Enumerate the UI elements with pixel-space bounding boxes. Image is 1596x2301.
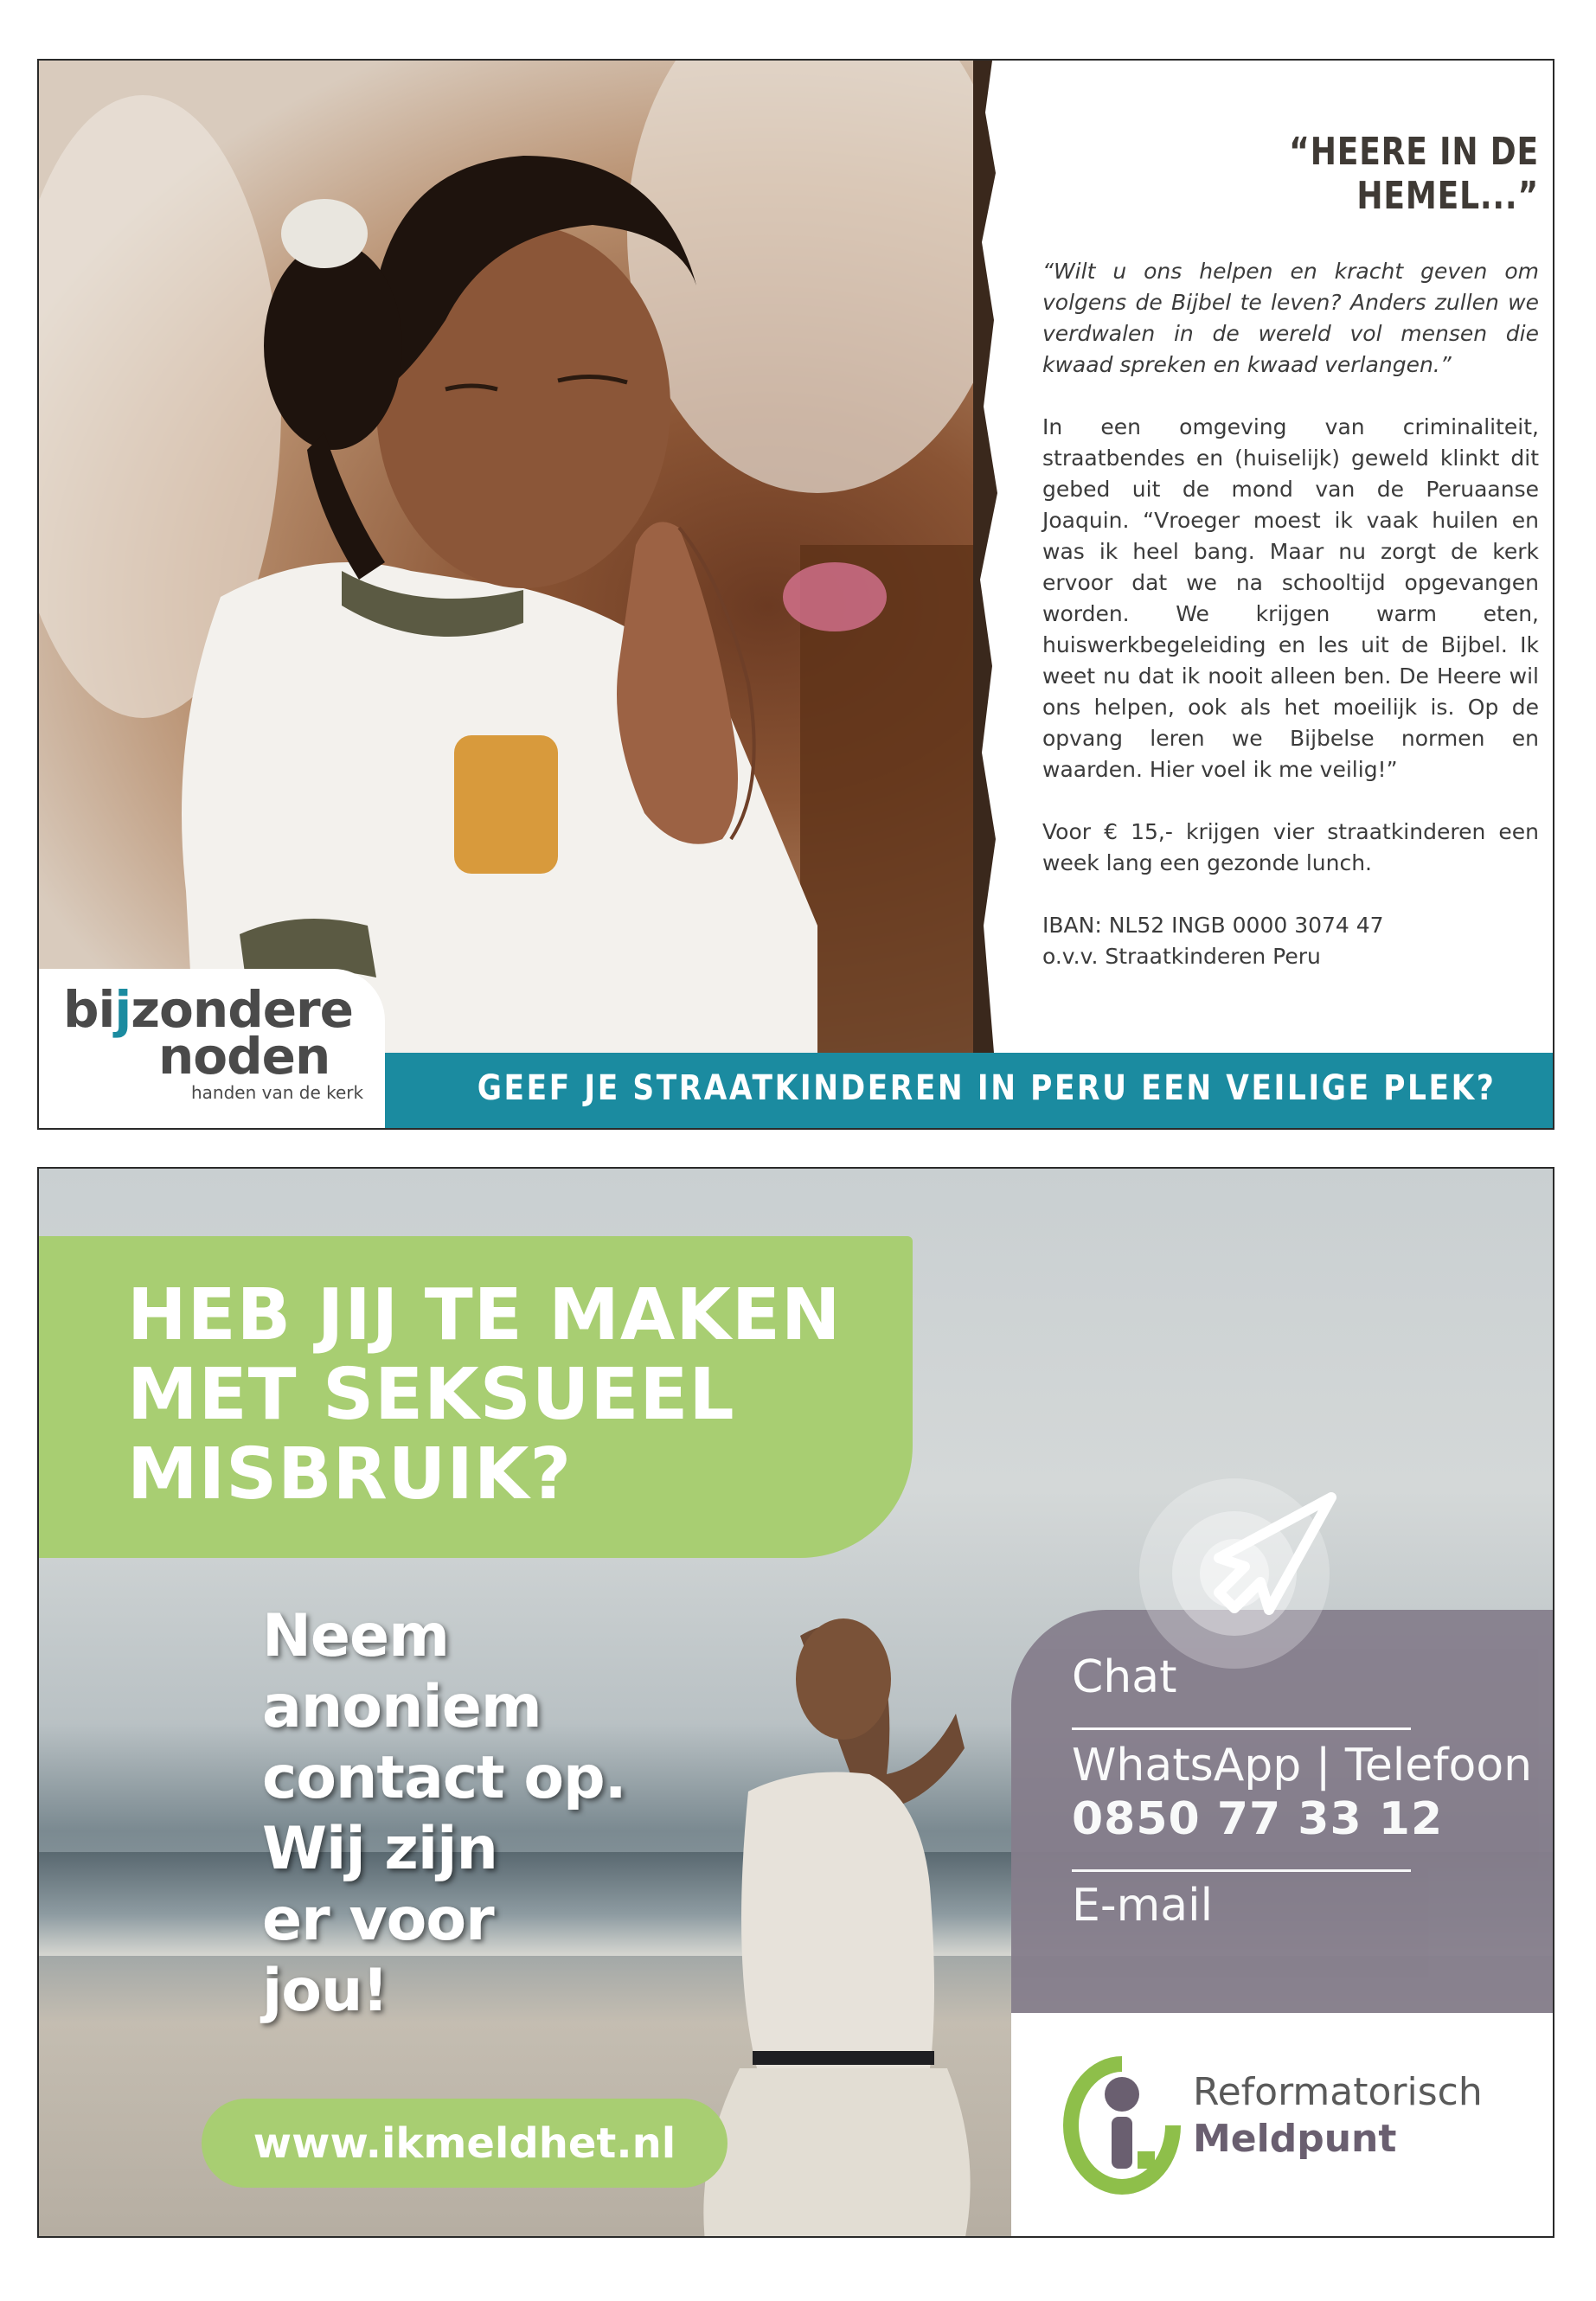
bijzondere-noden-logo <box>39 969 385 1130</box>
ovv-text: o.v.v. Straatkinderen Peru <box>1042 944 1321 969</box>
ad-straatkinderen-peru <box>37 59 1554 1130</box>
logo-line1: bijzondere <box>63 980 353 1039</box>
website-link[interactable] <box>202 2099 727 2188</box>
story-body: In een omgeving van criminaliteit, straatbendes en (huiselijk) geweld klinkt dit gebed uit de mond van de Peruaanse Joaquin. “Vroeger moest ik vaak huilen en was ik heel bang. Maar nu zorgt de kerk ervoor dat we na schooltijd opgevangen worden. We krijgen warm eten, huiswerkbegeleiding en les uit de Bijbel. Ik weet nu dat ik nooit alleen ben. De Heere wil ons helpen, ook als het moeilijk is. Op de opvang leren we Bijbelse normen en waarden. Hier voel ik me veilig!” <box>1042 414 1539 782</box>
story-text-column <box>1042 130 1539 972</box>
cursor-target-icon <box>1139 1444 1399 1669</box>
chat-option: Chat <box>1072 1651 1177 1703</box>
divider <box>1072 1727 1411 1730</box>
prayer-quote: “Wilt u ons helpen en kracht geven om volgens de Bijbel te leven? Anders zullen we verdwalen in de wereld vol mensen die kwaad spreken en kwaad verlangen.” <box>1042 259 1539 377</box>
meldpunt-logo-line1: Reformatorisch <box>1193 2070 1483 2114</box>
praying-girl-illustration <box>39 61 973 1053</box>
divider <box>1072 1869 1411 1872</box>
meldpunt-logo-icon <box>1063 2056 1181 2195</box>
meldpunt-logo-area <box>1011 2013 1554 2238</box>
ad-reformatorisch-meldpunt <box>37 1167 1554 2238</box>
cta-text: GEEF JE STRAATKINDEREN IN PERU EEN VEILIGE PLEK? <box>477 1068 1496 1108</box>
torn-edge-decoration <box>973 61 1008 1053</box>
ad1-headline: “HEERE IN DE HEMEL...” <box>1289 130 1539 218</box>
donation-text: Voor € 15,- krijgen vier straatkinderen een week lang een gezonde lunch. <box>1042 819 1539 875</box>
headline-panel <box>39 1236 913 1558</box>
whatsapp-option: WhatsApp | Telefoon <box>1072 1740 1533 1791</box>
meldpunt-logo-line2: Meldpunt <box>1193 2117 1397 2161</box>
logo-line2: noden <box>158 1027 330 1086</box>
logo-tagline: handen van de kerk <box>191 1082 364 1103</box>
praying-girl-photo <box>39 61 973 1053</box>
ad2-message: Neem anoniem contact op. Wij zijn er voor jou! <box>262 1602 626 2025</box>
contact-panel <box>1011 1610 1554 2013</box>
email-option: E-mail <box>1072 1880 1214 1932</box>
ad2-headline: HEB JIJ TE MAKEN MET SEKSUEEL MISBRUIK? <box>127 1274 842 1516</box>
website-url: www.ikmeldhet.nl <box>253 2119 676 2168</box>
iban-text: IBAN: NL52 INGB 0000 3074 47 <box>1042 913 1384 938</box>
phone-number: 0850 77 33 12 <box>1072 1793 1444 1845</box>
